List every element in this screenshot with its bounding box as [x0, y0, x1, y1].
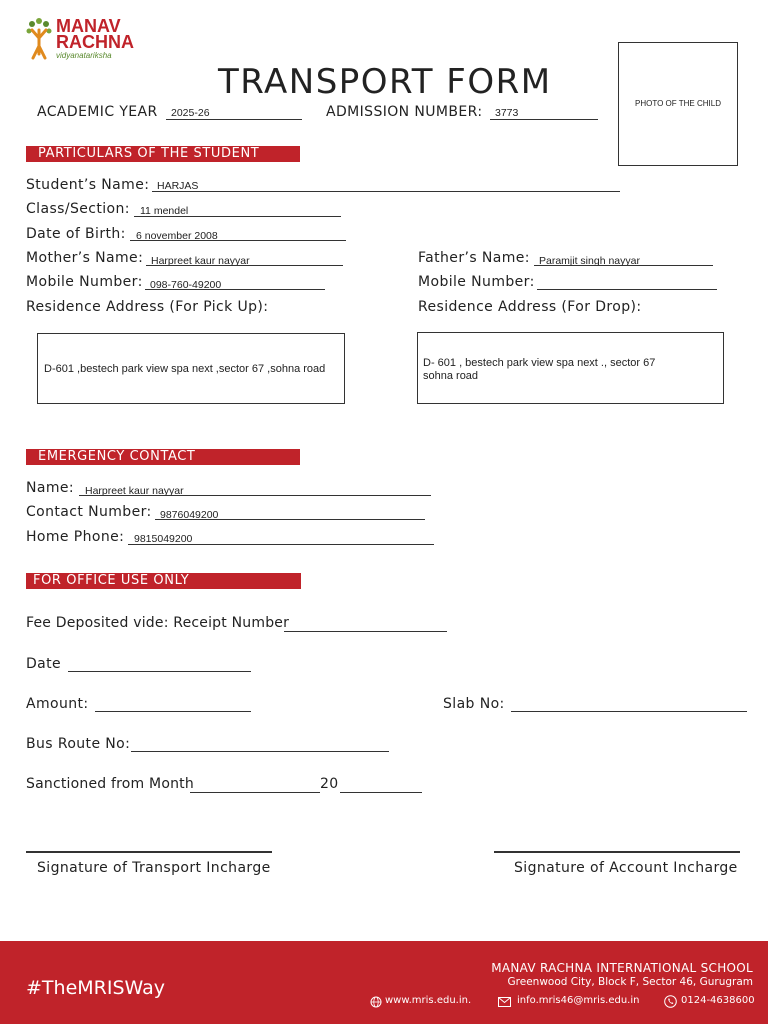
admission-line[interactable]	[490, 119, 598, 120]
footer-hashtag: #TheMRISWay	[26, 977, 165, 999]
father-name-line[interactable]	[534, 265, 713, 266]
mobile-left-value: 098-760-49200	[150, 279, 222, 291]
bus-route-label: Bus Route No:	[26, 736, 131, 752]
footer-phone[interactable]: 0124-4638600	[681, 995, 755, 1006]
mother-name-label: Mother’s Name:	[26, 250, 144, 266]
date-label: Date	[26, 656, 62, 672]
slab-line[interactable]	[511, 711, 747, 712]
pickup-address-value: D-601 ,bestech park view spa next ,sector 67 ,sohna road	[44, 363, 326, 375]
phone-icon	[664, 995, 677, 1008]
emergency-name-label: Name:	[26, 480, 75, 496]
sanction-month-line[interactable]	[190, 792, 320, 793]
bus-route-line[interactable]	[131, 751, 389, 752]
photo-box[interactable]	[618, 42, 738, 166]
drop-address-label: Residence Address (For Drop):	[418, 299, 642, 315]
date-line[interactable]	[68, 671, 251, 672]
mother-name-value: Harpreet kaur nayyar	[151, 255, 250, 267]
footer-website[interactable]: www.mris.edu.in.	[385, 995, 472, 1006]
pickup-address-box[interactable]	[37, 333, 345, 404]
receipt-number-label: Fee Deposited vide: Receipt Number	[26, 615, 290, 631]
footer-address: Greenwood City, Block F, Sector 46, Gurugram	[507, 976, 753, 988]
brand-tagline: vidyanatariksha	[56, 51, 112, 60]
home-phone-value: 9815049200	[134, 533, 193, 545]
dob-value: 6 november 2008	[136, 230, 218, 242]
student-name-line[interactable]	[152, 191, 620, 192]
footer-email[interactable]: info.mris46@mris.edu.in	[517, 995, 640, 1006]
student-section-heading: PARTICULARS OF THE STUDENT	[26, 146, 300, 162]
drop-address-value: D- 601 , bestech park view spa next ., sector 67 sohna road	[423, 357, 656, 382]
emergency-contact-value: 9876049200	[160, 509, 219, 521]
mobile-right-label: Mobile Number:	[418, 274, 535, 290]
sanction-year-prefix: 20	[320, 776, 339, 792]
mail-icon	[498, 997, 511, 1007]
admission-value: 3773	[495, 107, 519, 119]
footer	[0, 941, 768, 1024]
class-value: 11 mendel	[140, 205, 189, 217]
dob-label: Date of Birth:	[26, 226, 126, 242]
pickup-address-label: Residence Address (For Pick Up):	[26, 299, 269, 315]
amount-line[interactable]	[95, 711, 251, 712]
student-name-label: Student’s Name:	[26, 177, 150, 193]
globe-icon	[370, 996, 382, 1008]
footer-school-name: MANAV RACHNA INTERNATIONAL SCHOOL	[491, 961, 753, 975]
mobile-left-label: Mobile Number:	[26, 274, 143, 290]
office-section-heading: FOR OFFICE USE ONLY	[26, 573, 301, 589]
academic-year-label: ACADEMIC YEAR	[37, 104, 158, 120]
home-phone-label: Home Phone:	[26, 529, 125, 545]
brand-name-line1: MANAV	[56, 16, 121, 36]
sanction-month-label: Sanctioned from Month	[26, 776, 194, 792]
emergency-contact-line[interactable]	[155, 519, 425, 520]
admission-label: ADMISSION NUMBER:	[326, 104, 483, 120]
tree-logo-icon	[24, 16, 54, 62]
dob-line[interactable]	[130, 240, 346, 241]
mobile-right-line[interactable]	[537, 289, 717, 290]
class-label: Class/Section:	[26, 201, 130, 217]
academic-year-value: 2025-26	[171, 107, 210, 119]
amount-label: Amount:	[26, 696, 89, 712]
academic-year-line[interactable]	[166, 119, 302, 120]
brand-name-line2: RACHNA	[56, 32, 134, 52]
transport-signature-line[interactable]	[26, 851, 272, 853]
mother-name-line[interactable]	[146, 265, 343, 266]
emergency-name-value: Harpreet kaur nayyar	[85, 485, 184, 497]
mobile-left-line[interactable]	[145, 289, 325, 290]
account-signature-label: Signature of Account Incharge	[514, 860, 738, 876]
father-name-value: Paramjit singh nayyar	[539, 255, 640, 267]
emergency-name-line[interactable]	[79, 495, 431, 496]
slab-label: Slab No:	[443, 696, 505, 712]
account-signature-line[interactable]	[494, 851, 740, 853]
logo	[24, 16, 144, 62]
receipt-number-line[interactable]	[284, 631, 447, 632]
home-phone-line[interactable]	[128, 544, 434, 545]
transport-signature-label: Signature of Transport Incharge	[37, 860, 271, 876]
father-name-label: Father’s Name:	[418, 250, 530, 266]
student-name-value: HARJAS	[157, 180, 199, 192]
photo-label: PHOTO OF THE CHILD	[635, 99, 721, 108]
emergency-contact-label: Contact Number:	[26, 504, 152, 520]
class-line[interactable]	[134, 216, 341, 217]
page-title: TRANSPORT FORM	[218, 62, 552, 102]
sanction-year-line[interactable]	[340, 792, 422, 793]
emergency-section-heading: EMERGENCY CONTACT	[26, 449, 300, 465]
drop-address-box[interactable]	[417, 332, 724, 404]
